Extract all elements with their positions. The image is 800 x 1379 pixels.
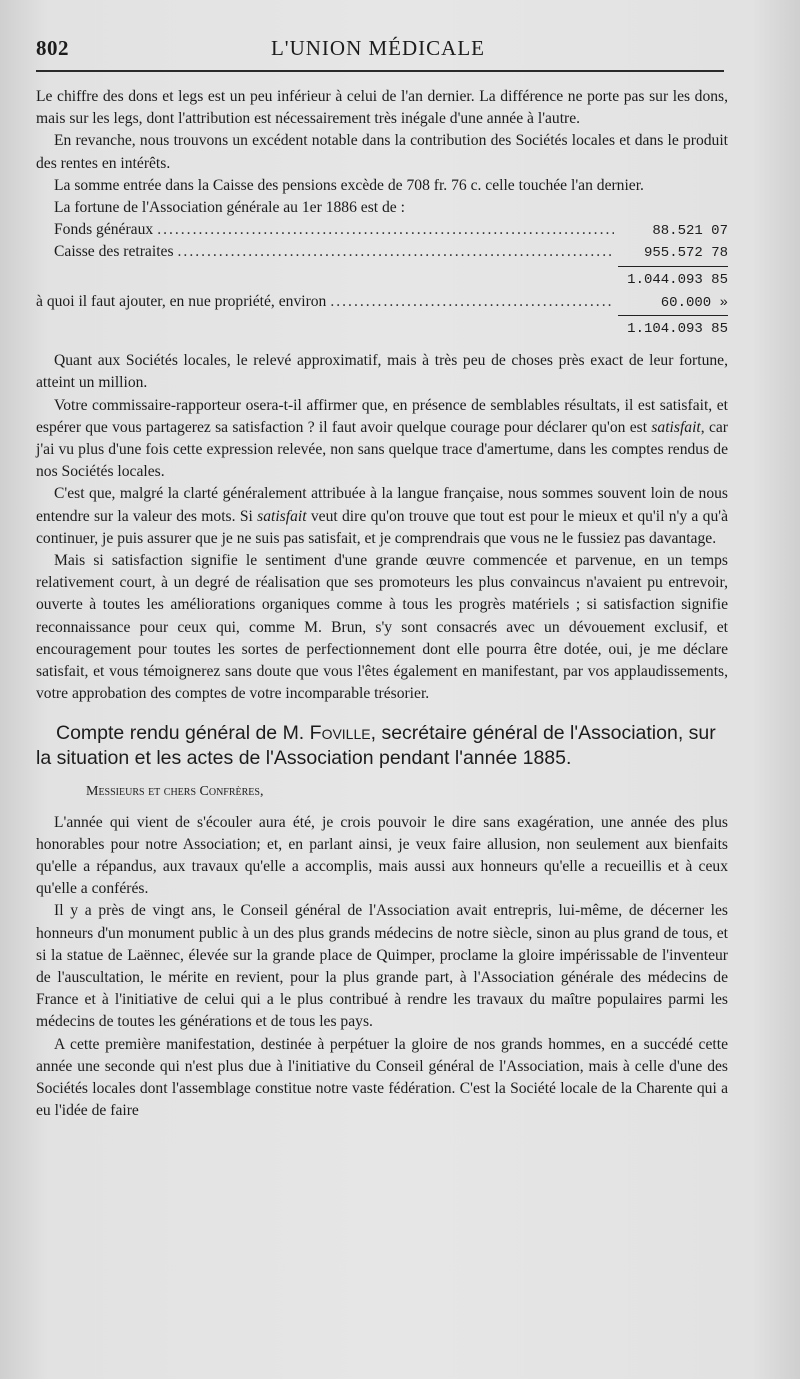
paragraph: Mais si satisfaction signifie le sentiment d'une grande œuvre commencée et parvenue, en un temps relativement court, à un degré de réalisation que ses promoteurs les plus convaincus n'avaient pu entrevoir, ouverte à toutes les améliorations organiques comme à tous les progrès matériels ; si satisfaction signifie reconnaissance pour ceux qui, comme M. Brun, s'y sont consacrés avec un dévouement exclusif, et encouragement pour toutes les sortes de perfectionnement dont elle pourra être dotée, oui, je me déclare satisfait, et vous témoignerez sans doute que vous l'êtes également en manifestant, par vos applaudissements, votre approbation des comptes de votre incomparable trésorier. bbox=[36, 551, 728, 703]
section-heading bbox=[36, 721, 728, 771]
ledger-subtotal: 1.044.093 85 bbox=[627, 271, 728, 288]
text-run: , car j'ai vu plus d'une fois cette expression relevée, non sans quelque trace d'amertume, dans les comptes rendus de nos Sociétés locales. bbox=[36, 418, 728, 481]
ledger-label: Caisse des retraites bbox=[54, 243, 174, 261]
paragraph bbox=[36, 395, 728, 484]
salutation: Messieurs et chers Confrères, bbox=[86, 784, 264, 800]
emphasis: satisfait bbox=[651, 418, 701, 436]
ledger-total: 1.104.093 85 bbox=[627, 320, 728, 337]
accounts-table bbox=[36, 219, 728, 340]
sum-rule bbox=[618, 266, 728, 267]
ledger-amount: 88.521 07 bbox=[652, 223, 728, 240]
paragraph: Il y a près de vingt ans, le Conseil général de l'Association avait entrepris, lui-même, de décerner les honneurs d'un monument public à un des plus grands médecins de notre siècle, sinon au plus grand de tous, et si la statue de Laënnec, élevée sur la grande place de Quimper, proclame la gloire impérissable de l'inventeur de l'auscultation, le mérite en revient, pour la plus grande part, à l'Association générale des médecins de France et à l'initiative de celui qui a le plus contribué à rendre les travaux du maître populaires parmi les médecins de toutes les générations et de tous les pays. bbox=[36, 902, 728, 1031]
paragraph: La somme entrée dans la Caisse des pensions excède de 708 fr. 76 c. celle touchée l'an dernier. bbox=[54, 176, 644, 194]
text-run: Votre commissaire-rapporteur osera-t-il affirmer que, en présence de semblables résultats, il est satisfait, et espérer que vous partagerez sa satisfaction ? il faut avoir quelque courage pour déclarer qu'on est bbox=[36, 396, 728, 436]
author-name: Foville bbox=[309, 722, 371, 745]
ledger-amount: 60.000 » bbox=[660, 294, 728, 311]
page-header bbox=[36, 36, 720, 64]
header-rule bbox=[36, 70, 724, 72]
leader-dots bbox=[330, 291, 614, 313]
ledger-row bbox=[36, 241, 728, 263]
paragraph: En revanche, nous trouvons un excédent notable dans la contribution des Sociétés locales et dans le produit des rentes en intérêts. bbox=[36, 132, 728, 172]
page-number: 802 bbox=[36, 36, 69, 60]
heading-run: , secrétaire général de l'Association, sur la situation et les actes de l'Association pendant l'année 1885. bbox=[36, 722, 716, 770]
ledger-label: Fonds généraux bbox=[54, 221, 154, 239]
leader-dots bbox=[157, 219, 614, 241]
heading-run: Compte rendu général de M. bbox=[56, 722, 310, 745]
paragraph: Quant aux Sociétés locales, le relevé approximatif, mais à très peu de choses près exact de leur fortune, atteint un million. bbox=[36, 352, 728, 392]
emphasis: satisfait bbox=[257, 507, 307, 525]
ledger-row bbox=[36, 291, 728, 313]
paragraph: A cette première manifestation, destinée à perpétuer la gloire de nos grands hommes, en a succédé cette année une seconde qui n'est plus due à l'initiative du Conseil général de l'Association, mais à celle d'une des Sociétés locales dont l'assemblage constitue notre vaste fédération. C'est la Société locale de la Charente qui a eu l'idée de faire bbox=[36, 1035, 728, 1120]
paragraph bbox=[36, 483, 728, 550]
page-body bbox=[36, 86, 728, 1122]
ledger-amount: 955.572 78 bbox=[643, 245, 728, 262]
paragraph: Le chiffre des dons et legs est un peu inférieur à celui de l'an dernier. La différence ne porte pas sur les dons, mais sur les legs, dont l'attribution est nécessairement très inégale d'une année à l'autre. bbox=[36, 88, 728, 128]
text-run: C'est que, malgré la clarté généralement attribuée à la langue française, nous sommes souvent loin de nous entendre sur la valeur des mots. Si bbox=[36, 485, 728, 525]
paragraph: L'année qui vient de s'écouler aura été, je crois pouvoir le dire sans exagération, une année des plus honorables pour notre Association; et, en parlant ainsi, je veux faire allusion, non seulement aux bienfaits qu'elle a répandus, aux travaux qu'elle a accomplis, mais aussi aux honneurs qu'elle a recueillis et à ceux qu'elle a conférés. bbox=[36, 813, 728, 898]
running-title: L'UNION MÉDICALE bbox=[270, 36, 485, 60]
ledger-label: à quoi il faut ajouter, en nue propriété, environ bbox=[36, 292, 327, 310]
paragraph: La fortune de l'Association générale au 1er 1886 est de : bbox=[54, 199, 405, 217]
leader-dots bbox=[178, 241, 614, 263]
ledger-row bbox=[36, 219, 728, 241]
ledger-subtotal-row bbox=[36, 269, 728, 291]
ledger-total-row bbox=[36, 318, 728, 340]
sum-rule bbox=[618, 315, 728, 316]
text-run: veut dire qu'on trouve que tout est pour le mieux et qu'il n'y a qu'à continuer, je puis assurer que je ne suis pas satisfait, et je comprendrais que vous ne le fussiez pas davantage. bbox=[36, 507, 728, 547]
